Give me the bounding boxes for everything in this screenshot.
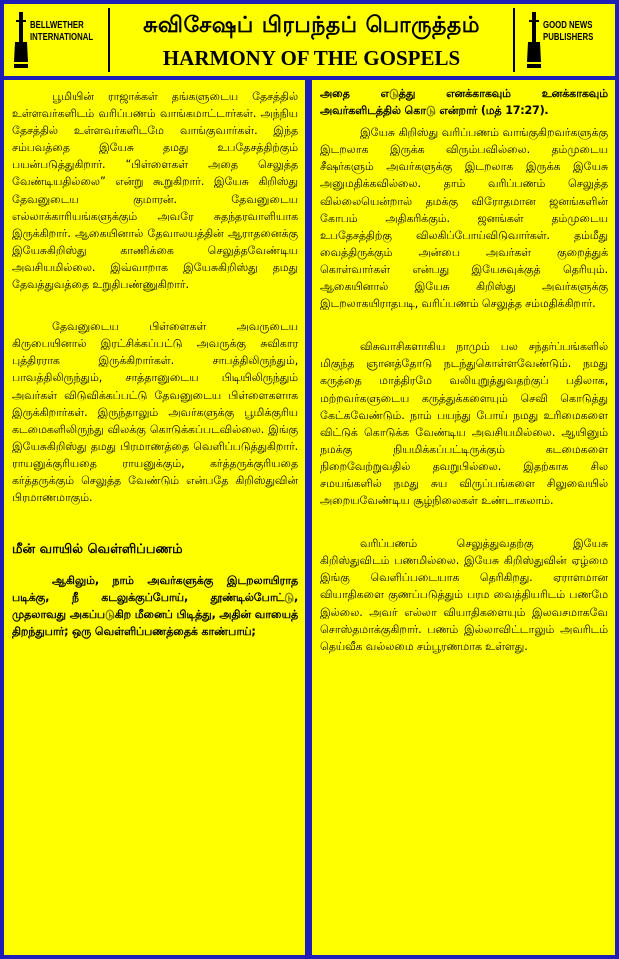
page-title-tamil: சுவிசேஷப் பிரபந்தப் பொருத்தம் bbox=[143, 13, 480, 38]
section-heading: மீன் வாயில் வெள்ளிப்பணம் bbox=[12, 542, 183, 558]
good-news-logo bbox=[521, 8, 611, 72]
right-paragraph-2: இயேசு கிறிஸ்து வரிப்பணம் வாங்குகிறவர்களுக்கு இடறலாக இருக்க விரும்பவில்லை. தம்முடைய சீஷர்களும் அவர்களுக்கு இடறலாக இருக்க இயேசு அனுமதிக்கவில்லை. தாம் வரிப்பணம் செலுத்த வில்லையென்றால் தமக்கு விரோதமான ஜனங்களின் கோபம் அதிகரிக்கும். ஜனங்கள் தம்முடைய உபதேசத்திற்கு விலகிப்போய்விடுவார்கள். தம்மீது வைத்திருக்கும் அன்பை அவர்கள் குறைத்துக் கொள்வார்கள் என்பது இயேசுவுக்குத் தெரியும். ஆகையினால் இயேசு கிறிஸ்து அவர்களுக்கு இடறலாகயிராதபடி, வரிப்பணம் செலுத்த சம்மதிக்கிறார். bbox=[320, 126, 608, 311]
left-paragraph-3: ஆகிலும், நாம் அவர்களுக்கு இடறலாயிராத படிக்கு, நீ கடலுக்குப்போய், தூண்டில்போட்டு, முதலாவது அகப்படுகிற மீனைப் பிடித்து, அதின் வாயைத் திறந்துபார்; ஒரு வெள்ளிப்பணத்தைக் காண்பாய்; bbox=[12, 574, 298, 639]
logo-right-line2: PUBLISHERS bbox=[543, 32, 594, 43]
right-paragraph-3: விசுவாசிகளாகிய நாமும் பல சந்தர்ப்பங்களில் மிகுந்த ஞானத்தோடு நடந்துகொள்ளவேண்டும். நமது கருத்தை மாத்திரமே வலியுறுத்துவதற்குப் பதிலாக, மற்றவர்களுடைய கருத்துக்களையும் செவி கொடுத்து கேட்கவேண்டும். நாம் பயந்து போய் நமது உரிமைகளை விட்டுக் கொடுக்க வேண்டிய அவசியமில்லை. ஆயினும் நமக்கு நியமிக்கப்பட்டிருக்கும் கடமைகளை நிறைவேற்றுவதில் தவறுபில்லை. இதற்காக சில சமயங்களில் நமது சுய விருப்பங்களை சிலுவையில் அறையவேண்டிய சூழ்நிலைகள் உண்டாகலாம். bbox=[320, 340, 608, 508]
logo-left-line1: BELLWETHER bbox=[30, 20, 84, 31]
logo-left-line2: INTERNATIONAL bbox=[30, 32, 94, 43]
bellwether-icon bbox=[14, 12, 28, 68]
right-paragraph-4: வரிப்பணம் செலுத்துவதற்கு இயேசு கிறிஸ்துவிடம் பணமில்லை. இயேசு கிறிஸ்துவின் ஏழ்மை இங்கு வெளிப்படையாக தெரிகிறது. ஏராளமான வியாதிகளை குணப்படுத்தும் பரம வைத்தியரிடம் பணமே இல்லை. அவர் எல்லா வியாதிகளையும் இலவசமாகவே சொஸ்தமாக்குகிறார். பணம் இல்லாவிட்டாலும் அவரிடம் தெய்வீக வல்லமை சம்பூரணமாக உள்ளது. bbox=[320, 537, 608, 653]
left-column bbox=[4, 80, 305, 955]
page-header bbox=[4, 4, 615, 76]
good-news-icon bbox=[527, 12, 541, 68]
logo-right-line1: GOOD NEWS bbox=[543, 20, 593, 31]
bellwether-logo bbox=[8, 8, 98, 72]
left-paragraph-1: பூமியின் ராஜாக்கள் தங்களுடைய தேசத்தில் உள்ளவர்களிடம் வரிப்பணம் வாங்கமாட்டார்கள். அந்நிய தேசத்தில் உள்ளவர்களிடமே வாங்குவார்கள். இந்த சம்பவத்தை இயேசு தமது உபதேசத்திற்கும் பயன்படுத்துகிறார். “பிள்ளைகள் அதை செலுத்த வேண்டியதில்லை” என்று கூறுகிறார். இயேசு கிறிஸ்து தேவனுடைய குமாரன். தேவனுடைய எல்லாக்காரியங்களுக்கும் அவரே சுதந்தரவாளியாக இருக்கிறார். ஆகையினால் தேவாலயத்தின் ஆராதனைக்கு இயேசுகிறிஸ்து காணிக்கை செலுத்தவேண்டிய அவசியமில்லை. இவ்வாறாக இயேசுகிறிஸ்து தமது தேவத்துவத்தை உறுதிபண்ணுகிறார். bbox=[12, 90, 298, 292]
right-column bbox=[312, 80, 615, 955]
left-paragraph-2: தேவனுடைய பிள்ளைகள் அவருடைய கிருபையினால் இரட்சிக்கப்பட்டு அவருக்கு சுவிகார புத்திரராக இருக்கிறார்கள். சாபத்திலிருந்தும், பாவத்திலிருந்தும், சாத்தானுடைய பிடியிலிருந்தும் அவர்கள் விடுவிக்கப்பட்டு தேவனுடைய பிள்ளைகளாக இருக்கிறார்கள். இருந்தாலும் அவர்களுக்கு பூமிக்குரிய கடமைகளிலிருந்து விலக்கு கொடுக்கப்படவில்லை. இங்கு இயேசுகிறிஸ்து தமது பிரமாணத்தை வெளிப்படுத்துகிறார். ராயனுக்குரியதை ராயனுக்கும், கர்த்தருக்குரியதை கர்த்தருக்கும் செலுத்த வேண்டும் என்பதே கிறிஸ்துவின் பிரமாணமாகும். bbox=[12, 320, 298, 505]
right-paragraph-1: அதை எடுத்து எனக்காகவும் உனக்காகவும் அவர்களிடத்தில் கொடு என்றார் (மத் 17:27). bbox=[320, 87, 608, 118]
title-box bbox=[108, 8, 515, 72]
page-title-english: HARMONY OF THE GOSPELS bbox=[162, 46, 461, 70]
